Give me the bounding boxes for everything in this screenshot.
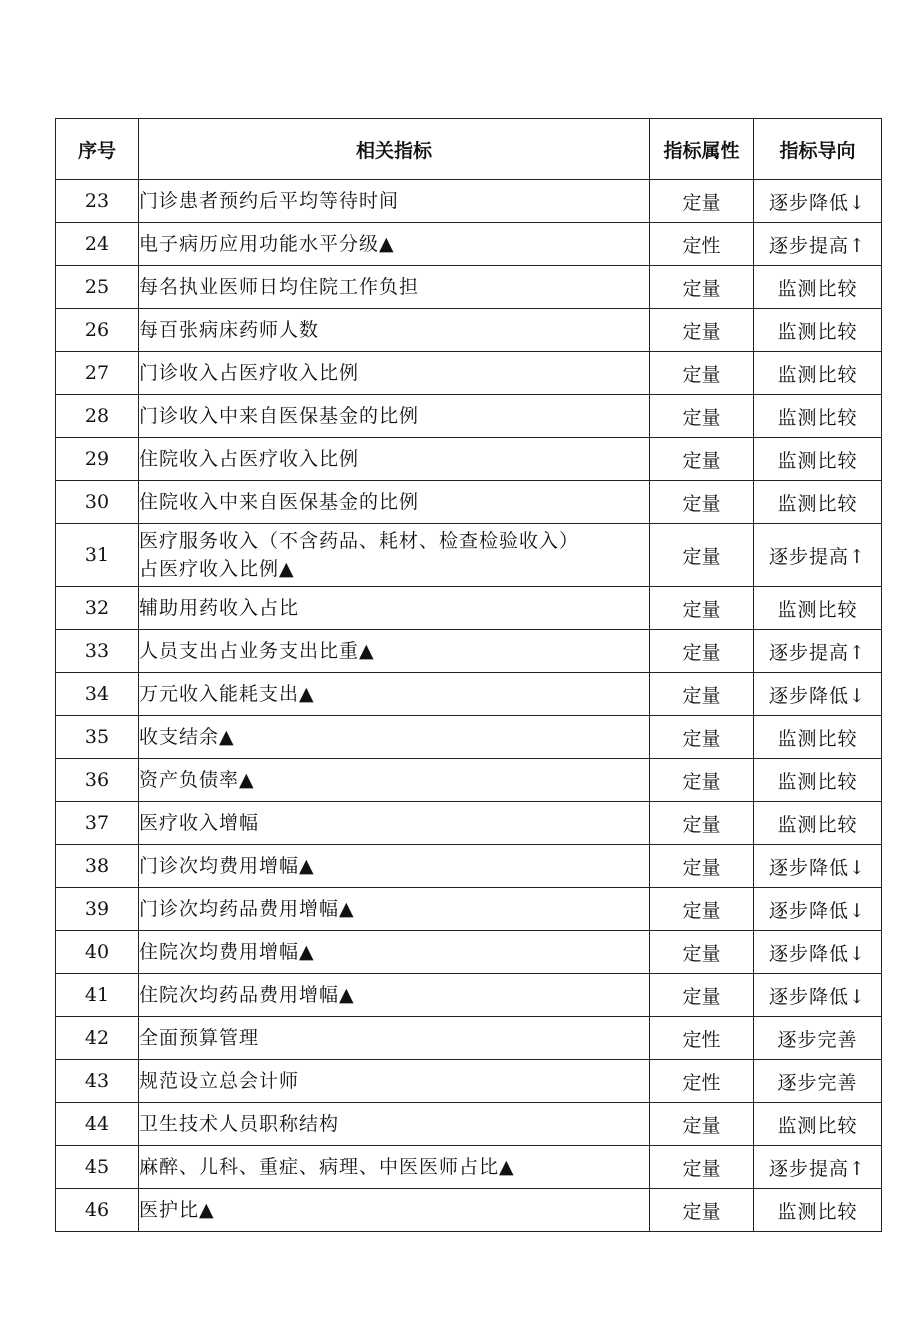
row-number: 35	[56, 716, 139, 759]
row-attribute: 定量	[650, 309, 754, 352]
table-row	[56, 630, 882, 673]
row-number: 46	[56, 1189, 139, 1232]
table-row	[56, 802, 882, 845]
row-direction: 监测比较	[754, 395, 882, 438]
row-indicator: 医护比▲	[139, 1189, 650, 1232]
row-direction: 逐步降低↓	[754, 673, 882, 716]
row-attribute: 定量	[650, 673, 754, 716]
row-attribute: 定量	[650, 352, 754, 395]
row-indicator: 资产负债率▲	[139, 759, 650, 802]
table-row	[56, 1189, 882, 1232]
table-row	[56, 716, 882, 759]
row-direction: 监测比较	[754, 481, 882, 524]
row-indicator: 收支结余▲	[139, 716, 650, 759]
row-indicator: 万元收入能耗支出▲	[139, 673, 650, 716]
row-indicator: 门诊患者预约后平均等待时间	[139, 180, 650, 223]
row-attribute: 定量	[650, 888, 754, 931]
row-number: 23	[56, 180, 139, 223]
row-direction: 监测比较	[754, 759, 882, 802]
row-number: 39	[56, 888, 139, 931]
row-number: 34	[56, 673, 139, 716]
row-number: 27	[56, 352, 139, 395]
row-attribute: 定量	[650, 759, 754, 802]
row-direction: 逐步降低↓	[754, 180, 882, 223]
row-attribute: 定量	[650, 974, 754, 1017]
row-direction: 逐步提高↑	[754, 630, 882, 673]
row-direction: 逐步降低↓	[754, 888, 882, 931]
row-attribute: 定量	[650, 481, 754, 524]
table-row	[56, 481, 882, 524]
row-indicator: 住院次均药品费用增幅▲	[139, 974, 650, 1017]
row-indicator: 卫生技术人员职称结构	[139, 1103, 650, 1146]
row-direction: 监测比较	[754, 802, 882, 845]
table-row	[56, 845, 882, 888]
table-row	[56, 931, 882, 974]
row-attribute: 定量	[650, 1146, 754, 1189]
row-direction: 监测比较	[754, 1189, 882, 1232]
row-indicator: 门诊次均药品费用增幅▲	[139, 888, 650, 931]
row-indicator: 住院次均费用增幅▲	[139, 931, 650, 974]
table-row	[56, 352, 882, 395]
row-indicator: 住院收入中来自医保基金的比例	[139, 481, 650, 524]
row-direction: 逐步完善	[754, 1017, 882, 1060]
row-number: 25	[56, 266, 139, 309]
row-number: 44	[56, 1103, 139, 1146]
row-indicator: 门诊收入占医疗收入比例	[139, 352, 650, 395]
row-attribute: 定量	[650, 716, 754, 759]
table-row	[56, 759, 882, 802]
row-direction: 监测比较	[754, 438, 882, 481]
row-indicator: 辅助用药收入占比	[139, 587, 650, 630]
row-attribute: 定量	[650, 1103, 754, 1146]
row-number: 36	[56, 759, 139, 802]
row-attribute: 定量	[650, 180, 754, 223]
row-number: 37	[56, 802, 139, 845]
table-row	[56, 395, 882, 438]
row-attribute: 定量	[650, 845, 754, 888]
row-number: 40	[56, 931, 139, 974]
row-number: 32	[56, 587, 139, 630]
row-indicator: 每名执业医师日均住院工作负担	[139, 266, 650, 309]
row-number: 43	[56, 1060, 139, 1103]
row-attribute: 定量	[650, 395, 754, 438]
table-row	[56, 1060, 882, 1103]
row-number: 38	[56, 845, 139, 888]
row-direction: 监测比较	[754, 716, 882, 759]
header-attribute: 指标属性	[650, 119, 754, 180]
row-attribute: 定量	[650, 630, 754, 673]
table-row	[56, 1103, 882, 1146]
row-direction: 监测比较	[754, 1103, 882, 1146]
row-indicator: 每百张病床药师人数	[139, 309, 650, 352]
row-direction: 监测比较	[754, 309, 882, 352]
row-number: 31	[56, 524, 139, 587]
row-direction: 逐步降低↓	[754, 845, 882, 888]
row-indicator-line2: 占医疗收入比例▲	[139, 558, 295, 580]
row-indicator: 住院收入占医疗收入比例	[139, 438, 650, 481]
row-number: 45	[56, 1146, 139, 1189]
table-row	[56, 888, 882, 931]
table-row	[56, 524, 882, 587]
row-number: 24	[56, 223, 139, 266]
row-attribute: 定性	[650, 1017, 754, 1060]
table-row	[56, 309, 882, 352]
row-attribute: 定性	[650, 1060, 754, 1103]
row-direction: 逐步完善	[754, 1060, 882, 1103]
row-indicator: 全面预算管理	[139, 1017, 650, 1060]
row-number: 28	[56, 395, 139, 438]
table-row	[56, 587, 882, 630]
table-row	[56, 223, 882, 266]
row-direction: 逐步降低↓	[754, 974, 882, 1017]
indicator-table	[55, 118, 882, 1232]
row-indicator: 医疗收入增幅	[139, 802, 650, 845]
table-row	[56, 438, 882, 481]
row-indicator: 门诊次均费用增幅▲	[139, 845, 650, 888]
row-indicator	[139, 524, 650, 587]
row-indicator: 规范设立总会计师	[139, 1060, 650, 1103]
table-row	[56, 974, 882, 1017]
row-attribute: 定量	[650, 931, 754, 974]
table-row	[56, 673, 882, 716]
table-row	[56, 180, 882, 223]
row-number: 42	[56, 1017, 139, 1060]
row-attribute: 定性	[650, 223, 754, 266]
header-indicator: 相关指标	[139, 119, 650, 180]
header-direction: 指标导向	[754, 119, 882, 180]
row-direction: 逐步提高↑	[754, 524, 882, 587]
header-no: 序号	[56, 119, 139, 180]
row-indicator: 门诊收入中来自医保基金的比例	[139, 395, 650, 438]
row-direction: 逐步提高↑	[754, 223, 882, 266]
row-attribute: 定量	[650, 587, 754, 630]
row-attribute: 定量	[650, 266, 754, 309]
row-number: 30	[56, 481, 139, 524]
row-attribute: 定量	[650, 1189, 754, 1232]
row-direction: 监测比较	[754, 352, 882, 395]
table-row	[56, 266, 882, 309]
row-attribute: 定量	[650, 438, 754, 481]
row-indicator: 麻醉、儿科、重症、病理、中医医师占比▲	[139, 1146, 650, 1189]
row-number: 41	[56, 974, 139, 1017]
row-direction: 逐步提高↑	[754, 1146, 882, 1189]
table-body	[56, 180, 882, 1232]
table-row	[56, 1017, 882, 1060]
row-indicator-line1: 医疗服务收入（不含药品、耗材、检查检验收入）	[139, 530, 580, 552]
row-direction: 逐步降低↓	[754, 931, 882, 974]
row-attribute: 定量	[650, 802, 754, 845]
row-indicator: 人员支出占业务支出比重▲	[139, 630, 650, 673]
row-direction: 监测比较	[754, 587, 882, 630]
row-number: 26	[56, 309, 139, 352]
row-number: 33	[56, 630, 139, 673]
table-row	[56, 1146, 882, 1189]
row-indicator: 电子病历应用功能水平分级▲	[139, 223, 650, 266]
row-attribute: 定量	[650, 524, 754, 587]
row-direction: 监测比较	[754, 266, 882, 309]
row-number: 29	[56, 438, 139, 481]
header-row	[56, 119, 882, 180]
